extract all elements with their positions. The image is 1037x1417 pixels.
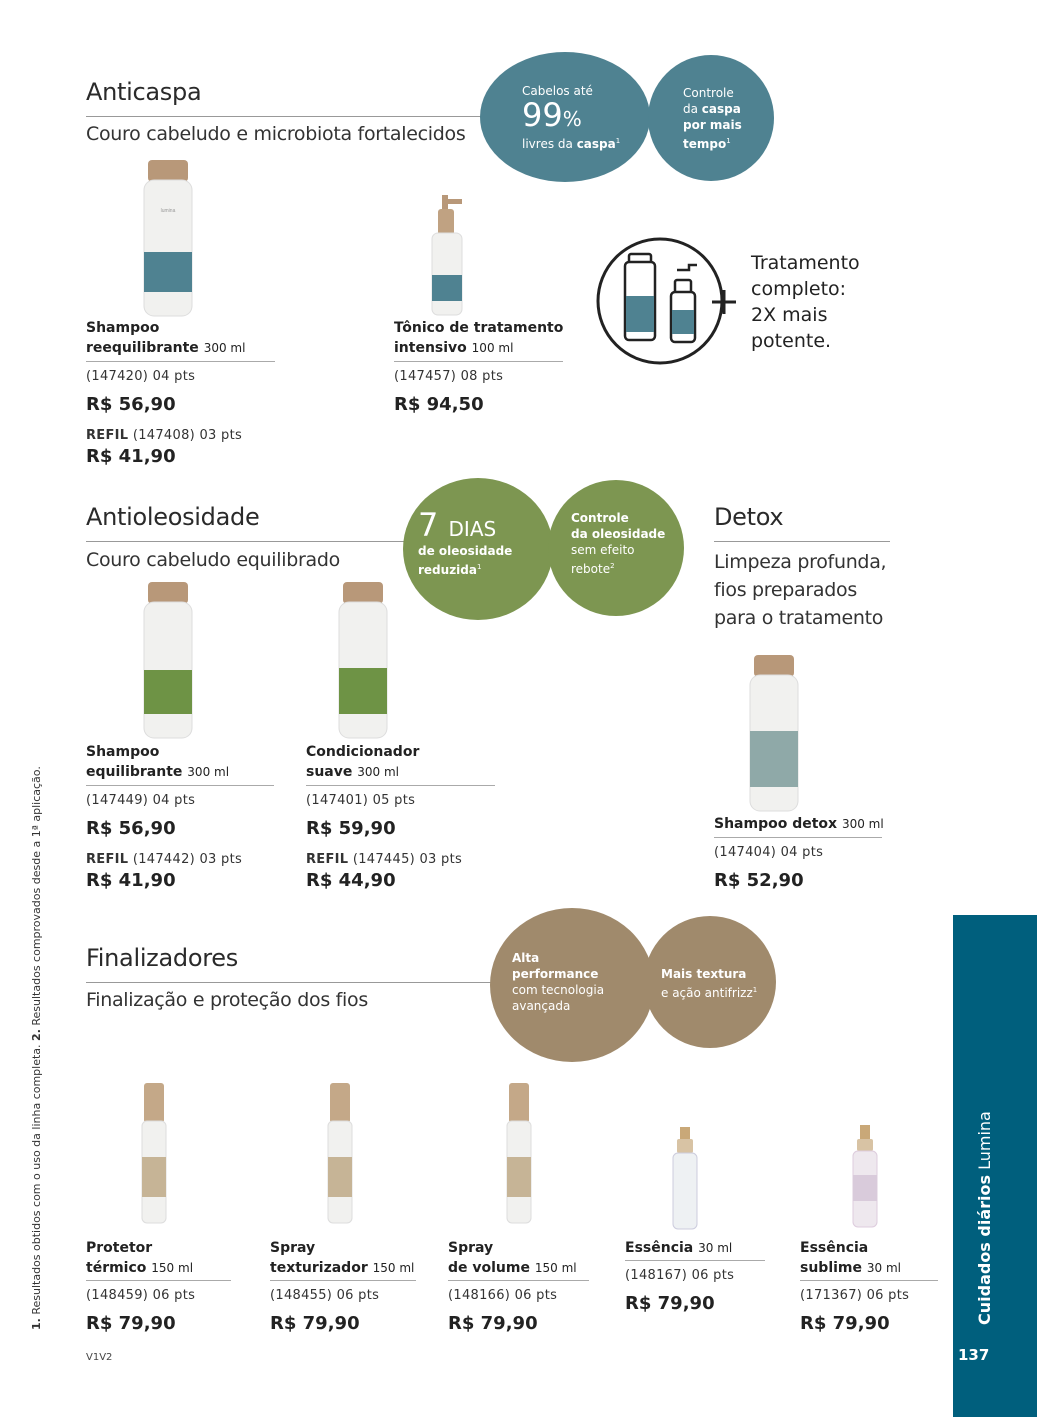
product-price: R$ 79,90: [625, 1293, 715, 1314]
detox-subtitle: [714, 548, 886, 632]
product-divider: [714, 837, 882, 838]
product-divider: [394, 361, 563, 362]
refil-price: R$ 41,90: [86, 870, 176, 891]
anticaspa-subtitle: Couro cabeludo e microbiota fortalecidos: [86, 123, 466, 145]
detox-subtitle-line: fios preparados: [714, 579, 857, 601]
refil-price: R$ 44,90: [306, 870, 396, 891]
antioleosidade-bubble-2: [548, 480, 684, 616]
product-essencia[interactable]: [625, 1238, 732, 1258]
side-tab-label: [970, 1111, 1000, 1417]
product-price: R$ 56,90: [86, 818, 176, 839]
product-shampoo-detox[interactable]: Shampoo detox 300 ml: [714, 816, 884, 832]
antioleosidade-title: Antioleosidade: [86, 503, 260, 531]
product-protetor-termico[interactable]: [86, 1238, 193, 1278]
bubble-line: por mais: [683, 118, 742, 132]
detox-subtitle-line: para o tratamento: [714, 607, 884, 629]
product-name: Spray texturizador 150 ml: [270, 1240, 415, 1276]
product-name: Shampoo reequilibrante 300 ml: [86, 320, 246, 356]
shampoo-detox-bottle: [746, 655, 802, 818]
product-tonico[interactable]: [394, 318, 563, 358]
bubble-line: sem efeito: [571, 543, 635, 557]
finalizadores-rule: [86, 982, 498, 983]
side-tab-bold: Cuidados diários: [975, 1174, 994, 1325]
product-name: Essência sublime 30 ml: [800, 1240, 901, 1276]
bubble-line: Controle: [571, 511, 629, 525]
tonico-bottle: [428, 195, 468, 322]
anticaspa-bubble-2: [648, 55, 774, 181]
protetor-termico-bottle: [138, 1083, 170, 1230]
essencia-sublime-bottle: [850, 1125, 880, 1234]
product-name: Protetor térmico 150 ml: [86, 1240, 194, 1276]
product-condicionador-suave[interactable]: [306, 742, 419, 782]
bubble-line: e ação antifrizz$^1$: [661, 986, 758, 1000]
refil-code: REFIL (147442) 03 pts: [86, 852, 243, 867]
version-label: V1V2: [86, 1352, 113, 1363]
refil-code: REFIL (147408) 03 pts: [86, 428, 243, 443]
product-name: Shampoo equilibrante 300 ml: [86, 744, 230, 780]
product-spray-volume[interactable]: [448, 1238, 577, 1278]
combo-line: potente.: [751, 330, 832, 352]
bubble-big-number: 99%: [522, 96, 582, 134]
detox-subtitle-line: Limpeza profunda,: [714, 551, 887, 573]
product-code: (171367) 06 pts: [800, 1288, 910, 1303]
product-divider: [86, 785, 274, 786]
product-divider: [270, 1280, 416, 1281]
side-tab-light: Lumina: [975, 1111, 994, 1175]
combo-line: completo:: [751, 278, 847, 300]
product-code: (148166) 06 pts: [448, 1288, 558, 1303]
bubble-line: de oleosidade: [418, 544, 513, 558]
product-price: R$ 52,90: [714, 870, 804, 891]
shampoo-equilibrante-bottle: [140, 582, 196, 745]
combo-text: [751, 250, 860, 354]
finalizadores-bubble-1: [490, 908, 654, 1062]
product-spray-texturizador[interactable]: [270, 1238, 414, 1278]
product-divider: [306, 785, 495, 786]
product-code: (147420) 04 pts: [86, 369, 196, 384]
product-name: Condicionador suave 300 ml: [306, 744, 420, 780]
product-code: (148459) 06 pts: [86, 1288, 196, 1303]
product-divider: [625, 1260, 765, 1261]
product-shampoo-equilibrante[interactable]: [86, 742, 229, 782]
combo-line: 2X mais: [751, 304, 828, 326]
product-price: R$ 79,90: [448, 1313, 538, 1334]
antioleosidade-rule: [86, 541, 411, 542]
condicionador-suave-bottle: [335, 582, 391, 745]
product-divider: [448, 1280, 589, 1281]
product-code: (147449) 04 pts: [86, 793, 196, 808]
bubble-line: Mais textura: [661, 967, 747, 981]
product-code: (147457) 08 pts: [394, 369, 504, 384]
bubble-line: tempo$^1$: [683, 137, 731, 151]
refil-price: R$ 41,90: [86, 446, 176, 467]
bubble-line: da oleosidade: [571, 527, 666, 541]
bubble-line: Controle: [683, 86, 734, 100]
detox-title: Detox: [714, 503, 784, 531]
product-name: Spray de volume 150 ml: [448, 1240, 577, 1276]
antioleosidade-subtitle: Couro cabeludo equilibrado: [86, 549, 340, 571]
spray-texturizador-bottle: [324, 1083, 356, 1230]
product-divider: [86, 1280, 231, 1281]
bubble-line: Alta: [512, 951, 540, 965]
bubble-line: avançada: [512, 999, 571, 1013]
product-price: R$ 79,90: [270, 1313, 360, 1334]
bubble-line: da caspa: [683, 102, 741, 116]
antioleosidade-bubble-1: [403, 478, 553, 620]
bubble-big-number: 7 DIAS: [418, 506, 497, 544]
finalizadores-subtitle: Finalização e proteção dos fios: [86, 989, 368, 1011]
bubble-line: reduzida$^1$: [418, 563, 482, 577]
product-price: R$ 94,50: [394, 394, 484, 415]
anticaspa-title: Anticaspa: [86, 78, 202, 106]
page-number: 137: [958, 1346, 990, 1364]
shampoo-reequilibrante-bottle: [140, 160, 196, 323]
combo-treatment-icon: [595, 236, 745, 371]
finalizadores-bubble-2: [644, 916, 776, 1048]
footnote: 1. Resultados obtidos com o uso da linha completa. 2. Resultados comprovados desde a 1ª aplicação.: [30, 766, 43, 1330]
product-price: R$ 56,90: [86, 394, 176, 415]
bubble-line: com tecnologia: [512, 983, 605, 997]
bubble-line: rebote$^2$: [571, 562, 615, 576]
detox-rule: [714, 541, 890, 542]
product-name: Essência 30 ml: [625, 1240, 733, 1256]
combo-line: Tratamento: [751, 252, 860, 274]
svg-text:lumina: lumina: [160, 208, 176, 214]
product-divider: [800, 1280, 938, 1281]
essencia-bottle: [670, 1127, 700, 1236]
anticaspa-bubble-1: [480, 52, 650, 182]
finalizadores-title: Finalizadores: [86, 944, 238, 972]
bubble-line: performance: [512, 967, 599, 981]
product-code: (148455) 06 pts: [270, 1288, 380, 1303]
product-code: (148167) 06 pts: [625, 1268, 735, 1283]
product-price: R$ 79,90: [800, 1313, 890, 1334]
bubble-line: Cabelos até: [522, 84, 593, 98]
product-code: (147404) 04 pts: [714, 845, 824, 860]
product-essencia-sublime[interactable]: [800, 1238, 901, 1278]
product-code: (147401) 05 pts: [306, 793, 416, 808]
product-price: R$ 79,90: [86, 1313, 176, 1334]
refil-code: REFIL (147445) 03 pts: [306, 852, 463, 867]
product-shampoo-reequilibrante[interactable]: [86, 318, 245, 358]
product-price: R$ 59,90: [306, 818, 396, 839]
product-divider: [86, 361, 275, 362]
anticaspa-rule: [86, 116, 486, 117]
bubble-line: livres da caspa$^1$: [522, 137, 621, 151]
product-name: Tônico de tratamento intensivo 100 ml: [394, 320, 564, 356]
spray-volume-bottle: [503, 1083, 535, 1230]
